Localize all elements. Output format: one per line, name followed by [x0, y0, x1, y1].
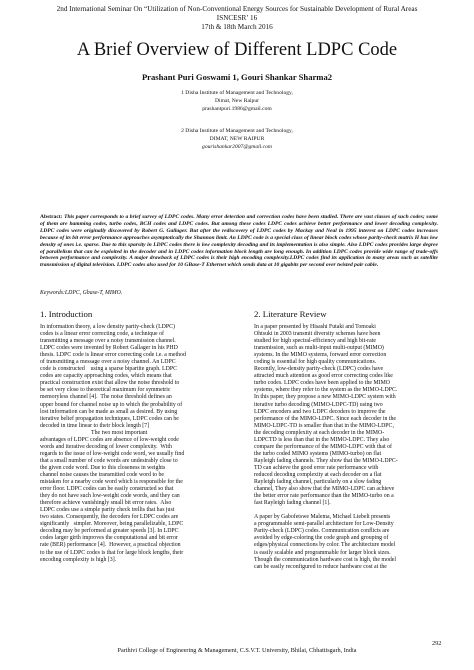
body-line: Recently, low-density parity-check (LDPC) codes have — [254, 366, 384, 373]
body-line: iterative belief propagation techniques, LDPC codes can be — [40, 415, 179, 422]
body-line: systems, where they refer to the system as the MIMO-LDPC. — [254, 387, 398, 394]
body-line: lost information can be made as small as desired. By using — [40, 408, 178, 415]
body-line: LDPC codes were invented by Robert Gallager in his PHD — [40, 345, 178, 352]
body-line: compare the performance of the MIMO-LDPC with that of — [254, 443, 392, 450]
page-footer: Parthivi College of Engineering & Management, C.S.V.T. University, Bhilai, Chhattisgarh, India — [117, 647, 357, 654]
seminar-dates: 17th & 18th March 2016 — [201, 23, 273, 31]
body-line: significantly simpler. Moreover, being parallelizable, LDPC — [40, 521, 184, 528]
body-line: therefore achieve vanishingly small bit error rates. Also — [40, 500, 172, 507]
body-line: Rayleigh fading channel, particularly on a slow fading — [254, 479, 382, 486]
body-line: they do not have such low-weight code words, and they can — [40, 493, 180, 500]
body-line: Rayleigh fading channels. They show that the MIMO-LDPC- — [254, 457, 398, 464]
body-line: fast Rayleigh fading channel [1]. — [254, 500, 331, 507]
affiliation-1-city: Dimat, New Raipur — [215, 98, 259, 104]
body-line: LDPC encoders and two LDPC decoders to improve the — [254, 408, 386, 415]
body-line: TD can achieve the good error rate performance with — [254, 464, 379, 471]
body-line: channel, They also show that the MIMO-LDPC can achieve — [254, 486, 395, 493]
body-line: avoided by edge-coloring the code graph and grouping of — [254, 535, 389, 542]
body-line: decoded in time linear to their block length [7] — [40, 422, 150, 429]
section-1-body — [40, 324, 236, 564]
affiliation-2-email[interactable]: gourishankar2007@gmail.com — [202, 144, 272, 150]
body-line: LDPC codes use a simple parity check trellis that has just — [40, 507, 175, 514]
body-line: transmitting a message over a noisy transmission channel. — [40, 338, 176, 345]
body-line: Parity-check (LDPC) codes. Communication conflicts are — [254, 528, 390, 535]
body-line: codes larger girth improves the computational and bit error — [40, 535, 178, 542]
affiliation-2-city: DIMAT, NEW RAIPUR — [209, 136, 265, 142]
section-2-body — [254, 324, 450, 571]
body-line: mistaken for a nearby code word which is responsible for the — [40, 479, 183, 486]
body-line: words and iterative decoding of lower complexity. With — [40, 443, 172, 450]
abstract-block — [40, 214, 438, 269]
body-line: LDPCTD is less than that in the MIMO-LDPC. They also — [254, 436, 390, 443]
body-line: of transmitting a message over a noisy channel. An LDPC — [40, 359, 176, 366]
body-line: MIMO-LDPC-TD is smaller than that in the MIMO-LDPC, — [254, 422, 394, 429]
body-line: channel noise causes the transmitted code word to be — [40, 471, 164, 478]
seminar-header-line2: ISNCESR’ 16 — [216, 14, 258, 22]
body-line: iterative turbo decoding (MIMO-LDPC-TD) using two — [254, 401, 383, 408]
abstract-text: : This paper corresponds to a brief survey of LDPC codes. Many error detection and correction codes have been studied. There are vast classes of such codes; some of them are hamming codes, turbo codes, BCH codes and LDPC codes. But among these codes LDPC codes achieve better performance and lower decoding complexity. LDPC codes were originally discovered by Robert G. Gallager. But after the rediscovery of LDPC codes by Mackay and Neal in 1995 interest on LDPC codes increases because of its bit error performance approaches asymptotically the Shannon limit. An LDPC code is a special class of linear block codes whose parity-check matrix H has low density of ones i.e. sparse. Due to this sparsity in LDPC codes there is low complexity decoding and its implementation is also simple. Also LDPC codes provides large degree of parallelism that can be exploited in the decoder and in LDPC codes information block length are long enough. In addition LDPC codes provide wide range of trade-offs between performance and complexity. A major drawback of LDPC codes is their high encoding complexity.LDPC codes find its application in many areas such as satellite transmission of digital television. LDPC codes also used for 10 GBase-T Ethernet which sends data at 10 gigabits per second over twisted pair cable. — [40, 214, 438, 269]
body-line: can be easily reconfigured to reduce hardware cost at the — [254, 563, 387, 570]
body-line: In information theory, a low density parity-check (LDPC) — [40, 324, 175, 330]
body-line: be set very close to theoretical maximum for symmetric — [40, 387, 171, 394]
body-line: studied for high spectral-efficiency and high bit-rate — [254, 338, 376, 345]
body-line: A paper by Gabofetswe Malema, Michael Liebelt presents — [254, 514, 391, 521]
body-line: rate (BER) performance [4]. However, a practical objection — [40, 542, 181, 549]
body-line: memoryless channel [4]. The noise threshold defines an — [40, 394, 172, 401]
keywords: Keywords:LDPC, Gbase-T, MIMO. — [40, 290, 123, 296]
body-line: edges/physical connections by color. The architecture model — [254, 542, 396, 549]
body-line: regards to the issue of low-weight code word, we usually find — [40, 450, 185, 457]
abstract-label: Abstract — [40, 214, 61, 220]
body-line: code is constructed using a sparse bipartite graph. LDPC — [40, 366, 177, 373]
body-line: thesis. LDPC code is linear error correcting code i.e. a method — [40, 352, 186, 359]
body-line: turbo codes. LDPC codes have been applied to the MIMO — [254, 380, 390, 387]
body-line: the given code word. Due to this closeness in weights — [40, 464, 166, 471]
body-line: The two most important — [40, 429, 148, 436]
body-line: upper bound for channel noise up to which the probability of — [40, 401, 183, 408]
body-line: transmission, such as multi-input multi-output (MIMO) — [254, 345, 384, 352]
paper-authors: Prashant Puri Goswami 1, Gouri Shankar Sharma2 — [141, 72, 333, 82]
body-line: Though the communication hardware cost is high, the model — [254, 556, 397, 563]
body-line: performance of the MIMO-LDPC. Since each decoder in the — [254, 415, 396, 422]
body-line: error floor. LDPC codes can be easily constructed so that — [40, 486, 174, 493]
body-line: encoding complexity is high [3]. — [40, 556, 117, 563]
body-line: coding is essential for high quality communications. — [254, 359, 377, 366]
body-line: the decoding complexity at each decoder in the MIMO- — [254, 429, 385, 436]
body-line: codes is a linear error correcting code, a technique of — [40, 331, 164, 338]
body-line: two states. Consequently, the decoders for LDPC codes are — [40, 514, 179, 521]
body-line: that a small number of code words are undesirably close to — [40, 457, 178, 464]
affiliation-1-name: 1 Disha Institute of Management and Technology, — [181, 90, 293, 96]
body-line: the turbo coded MIMO systems (MIMO-turbo) on flat — [254, 450, 382, 457]
section-1-heading: 1. Introduction — [40, 309, 93, 319]
body-line: Ohtsuki in 2003 transmit diversity schemes have been — [254, 331, 381, 338]
affiliation-1-email[interactable]: prashantpuri.1986@gmail.com — [202, 106, 272, 112]
paper-title: A Brief Overview of Different LDPC Code — [76, 40, 398, 60]
body-line: to the use of LDPC codes is that for large block lengths, their — [40, 549, 184, 556]
body-line: codes are capacity approaching codes, which means that — [40, 373, 172, 380]
body-line: practical construction exist that allow the noise threshold to — [40, 380, 180, 387]
page-number: 292 — [432, 640, 442, 647]
body-line: systems. In the MIMO systems, forward error correction — [254, 352, 387, 359]
body-line: a programmable semi-parallel architecture for Low-Density — [254, 521, 394, 528]
body-line: is easily scalable and programmable for larger block sizes. — [254, 549, 391, 556]
body-line: In this paper, they propose a new MIMO-LDPC system with — [254, 394, 396, 401]
body-line: the better error rate performance than the MIMO-turbo on a — [254, 493, 394, 500]
seminar-header-line1: 2nd International Seminar On “Utilization of Non-Conventional Energy Sources for Sustainable Development of Rural Areas — [56, 5, 418, 13]
body-line: advantages of LDPC codes are absence of low-weight code — [40, 436, 179, 443]
section-2-heading: 2. Literature Review — [254, 309, 327, 319]
body-line: decoding may be performed at greater speeds [3]. In LDPC — [40, 528, 179, 535]
affiliation-2-name: 2 Disha Institute of Management and Technology, — [181, 128, 293, 134]
body-line: In a paper presented by Hisashi Futaki and Tomoaki — [254, 324, 376, 330]
body-line: reduced decoding complexity at each decoder on a flat — [254, 471, 382, 478]
body-line: attracted much attention as good error correcting codes like — [254, 373, 393, 380]
